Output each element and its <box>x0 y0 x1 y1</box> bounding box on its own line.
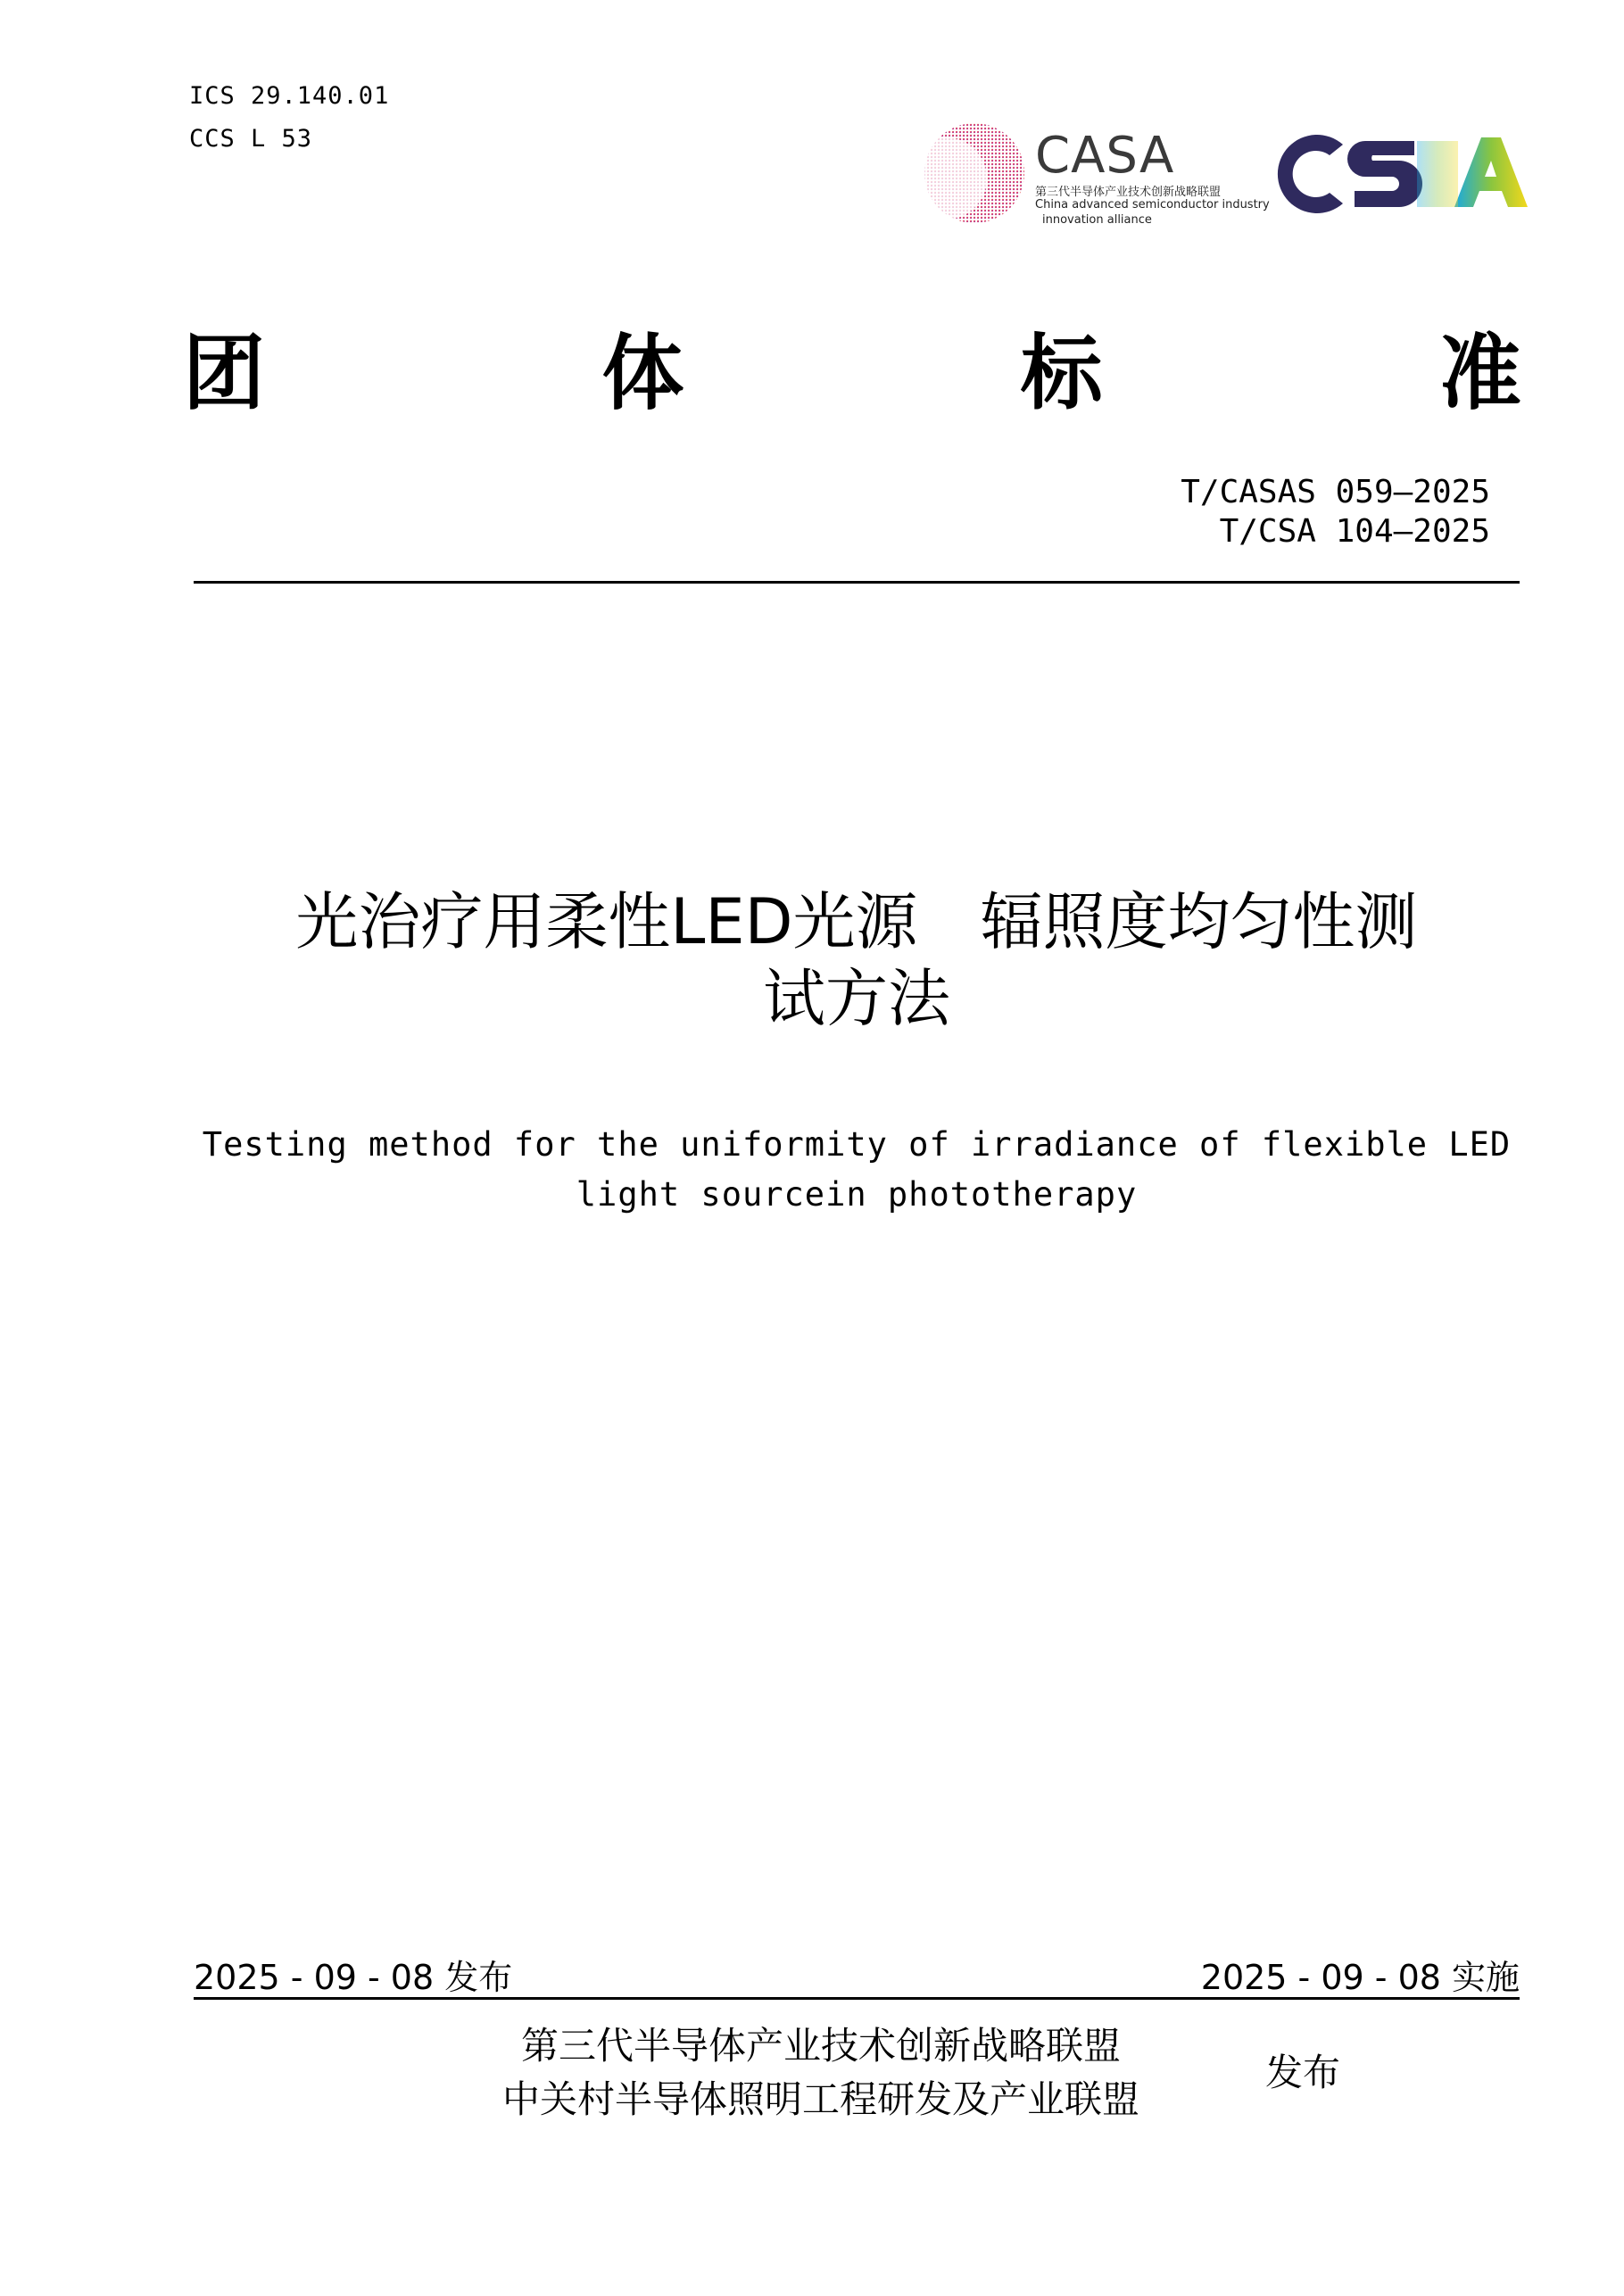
casa-logo-en-line2: innovation alliance <box>1042 213 1152 227</box>
standard-type-char-2: 体 <box>601 325 684 421</box>
title-en <box>178 1120 1535 1220</box>
organization-2: 中关村半导体照明工程研发及产业联盟 <box>501 2077 1139 2121</box>
issuing-organizations <box>482 2019 1160 2126</box>
ccs-code: CCS L 53 <box>189 125 313 153</box>
issue-label: 发布 <box>1265 2051 1341 2094</box>
implement-date: 2025 - 09 - 08 实施 <box>1200 1958 1520 1997</box>
casa-logo <box>919 116 1270 236</box>
standard-type <box>183 308 1521 426</box>
top-rule <box>194 581 1520 584</box>
standard-number-casas: T/CASAS 059—2025 <box>1181 474 1490 510</box>
standard-numbers <box>1181 473 1490 551</box>
standard-type-char-1: 团 <box>183 325 266 421</box>
bottom-rule <box>194 1997 1520 2000</box>
publish-date: 2025 - 09 - 08 发布 <box>194 1958 513 1997</box>
organization-1: 第三代半导体产业技术创新战略联盟 <box>520 2024 1121 2068</box>
title-cn <box>178 883 1535 1037</box>
title-en-line2: light sourcein phototherapy <box>576 1175 1138 1214</box>
standard-type-char-3: 标 <box>1020 325 1103 421</box>
ics-code: ICS 29.140.01 <box>189 82 390 110</box>
casa-globe-icon <box>919 116 1026 232</box>
casa-logo-word: CASA <box>1035 127 1175 185</box>
casa-logo-en-line1: China advanced semiconductor industry <box>1035 198 1270 211</box>
standard-number-csa: T/CSA 104—2025 <box>1219 513 1490 550</box>
title-cn-line1: 光治疗用柔性LED光源 辐照度均匀性测 <box>295 885 1418 958</box>
standard-type-char-4: 准 <box>1438 325 1521 421</box>
casa-logo-cn: 第三代半导体产业技术创新战略联盟 <box>1035 186 1222 199</box>
title-en-line1: Testing method for the uniformity of irradiance of flexible LED <box>202 1125 1512 1164</box>
csa-logo <box>1258 125 1535 223</box>
title-cn-line2: 试方法 <box>763 962 950 1035</box>
